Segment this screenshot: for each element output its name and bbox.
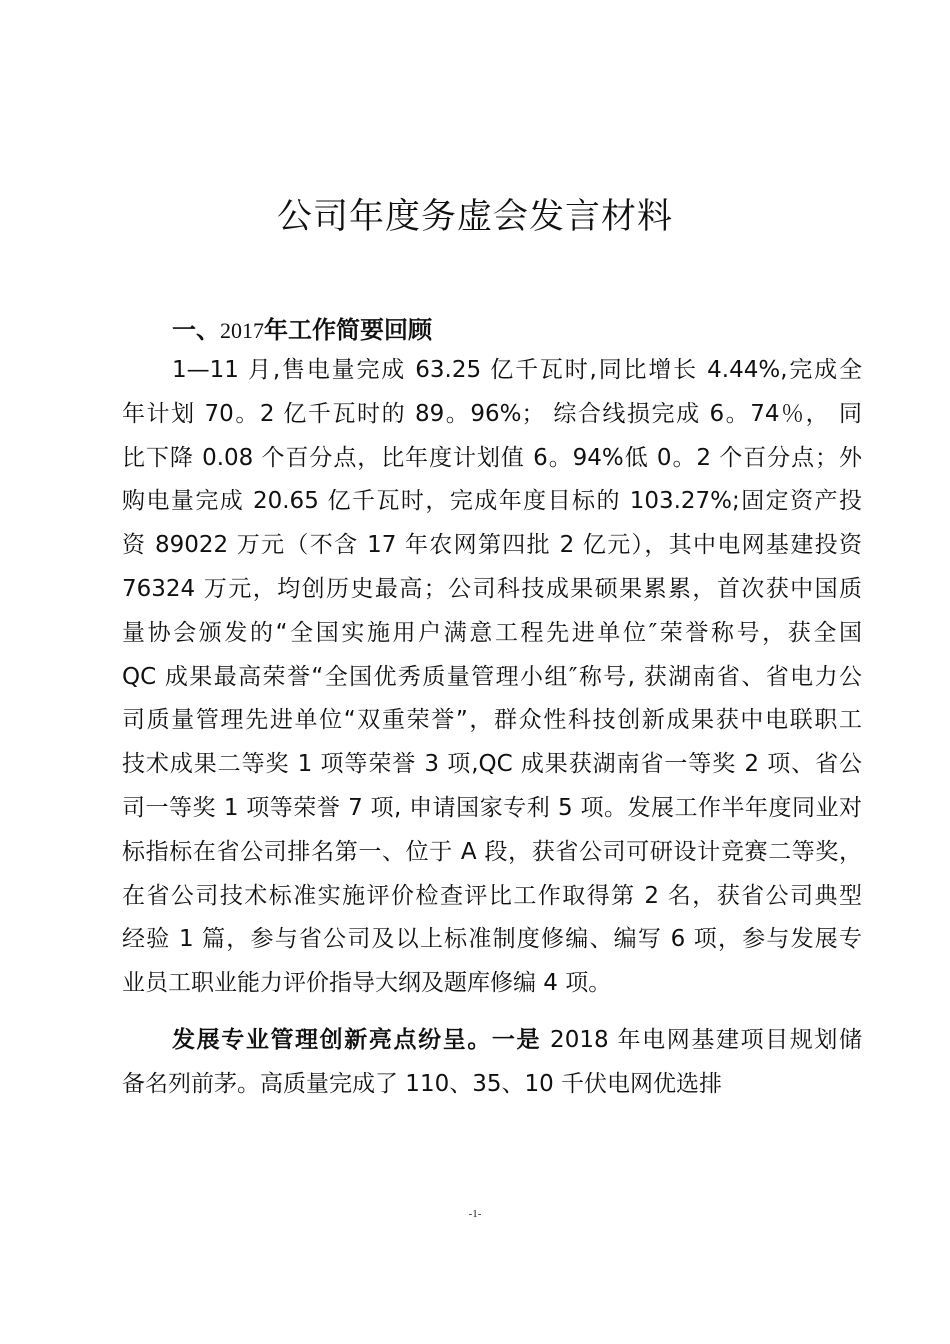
- paragraph-line: 资 89022 万元（不含 17 年农网第四批 2 亿元），其中电网基建投资: [122, 532, 862, 559]
- page-number: -1-: [468, 1208, 482, 1220]
- paragraph-highlights: [122, 1019, 862, 1107]
- paragraph-line: 业员工职业能力评价指导大纲及题库修编 4 项。: [122, 970, 612, 997]
- paragraph-line: 技术成果二等奖 1 项等荣誉 3 项,QC 成果获湖南省一等奖 2 项、省公: [122, 751, 862, 778]
- document-title: 公司年度务虚会发言材料: [276, 197, 673, 237]
- paragraph-line: 在省公司技术标准实施评价检查评比工作取得第 2 名，获省公司典型: [122, 882, 862, 909]
- paragraph-line: 购电量完成 20.65 亿千瓦时，完成年度目标的 103.27%;固定资产投: [122, 488, 862, 515]
- paragraph-line: 司一等奖 1 项等荣誉 7 项, 申请国家专利 5 项。发展工作半年度同业对: [122, 794, 862, 821]
- paragraph-line: 比下降 0.08 个百分点，比年度计划值 6。94%低 0。2 个百分点；外: [122, 444, 862, 471]
- paragraph-line: 备名列前茅。高质量完成了 110、35、10 千伏电网优选排: [122, 1070, 723, 1097]
- paragraph-line: [122, 1019, 862, 1063]
- paragraph-line: 量协会颁发的“全国实施用户满意工程先进单位″荣誉称号，获全国: [122, 619, 862, 646]
- paragraph-line: 司质量管理先进单位“双重荣誉”，群众性科技创新成果获中电联职工: [122, 707, 862, 734]
- section-heading: [172, 311, 432, 350]
- section-heading-year: 2017: [220, 318, 264, 343]
- paragraph-line: 标指标在省公司排名第一、位于 A 段，获省公司可研设计竞赛二等奖，: [122, 838, 862, 865]
- paragraph-line: 76324 万元，均创历史最高；公司科技成果硕果累累，首次获中国质: [122, 575, 862, 602]
- paragraph-review: [122, 349, 862, 1006]
- paragraph-line-text: 2018 年电网基建项目规划储: [541, 1027, 862, 1053]
- paragraph-bold-lead: 发展专业管理创新亮点纷呈。一是: [172, 1027, 542, 1053]
- paragraph-line: 1—11 月,售电量完成 63.25 亿千瓦时,同比增长 4.44%,完成全: [172, 357, 862, 383]
- section-heading-prefix: 一、: [172, 316, 220, 344]
- section-heading-text: 年工作简要回顾: [264, 316, 432, 344]
- paragraph-line: 经验 1 篇，参与省公司及以上标准制度修编、编写 6 项，参与发展专: [122, 926, 862, 953]
- paragraph-line: QC 成果最高荣誉“全国优秀质量管理小组″称号, 获湖南省、省电力公: [122, 663, 862, 690]
- paragraph-line: 年计划 70。2 亿千瓦时的 89。96%； 综合线损完成 6。74％， 同: [122, 400, 862, 427]
